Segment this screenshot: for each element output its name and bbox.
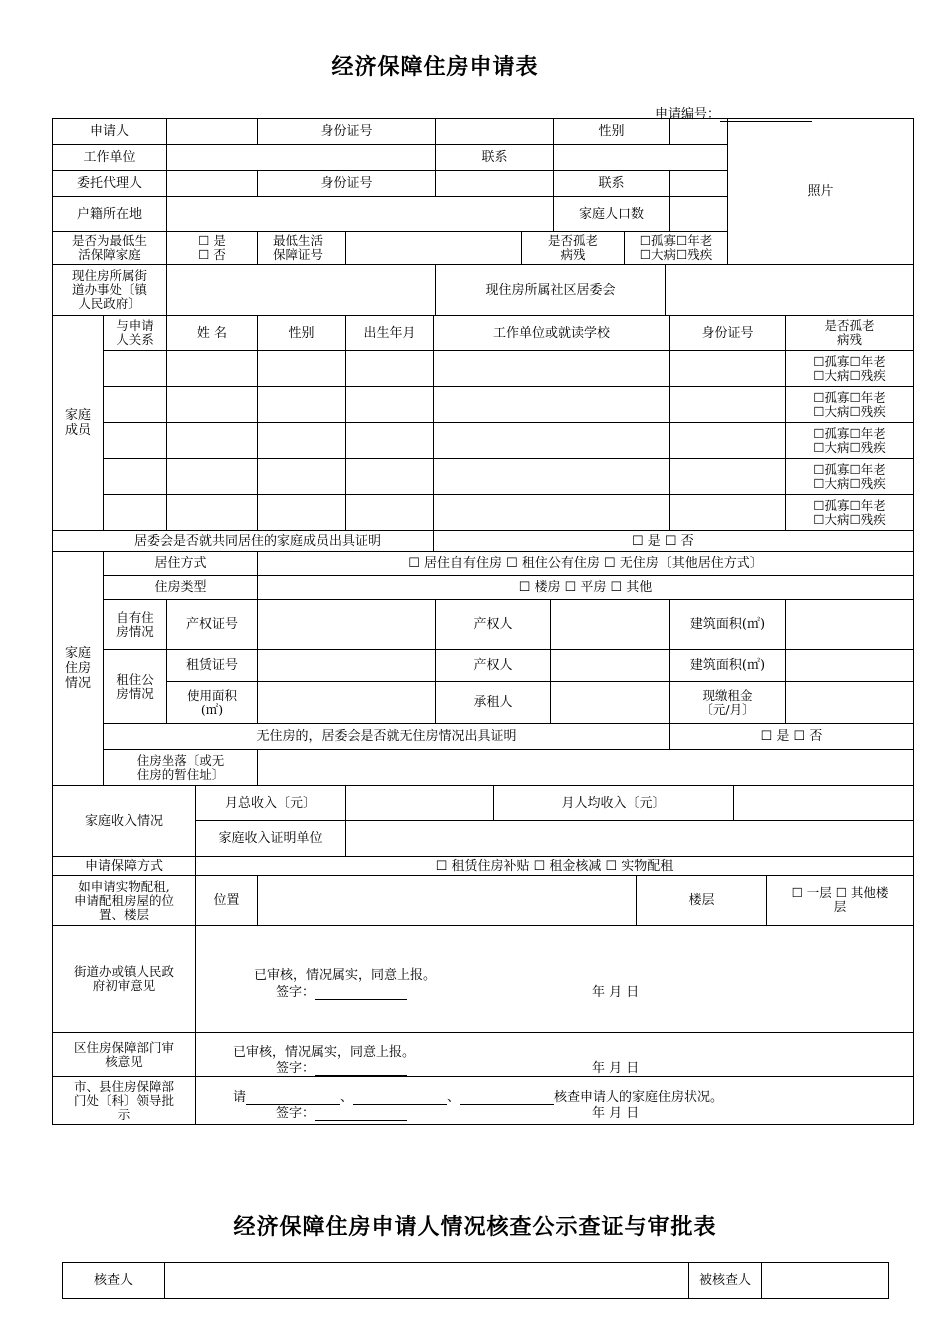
label-agent-contact: 联系 <box>554 171 670 197</box>
district-date[interactable]: 年 月 日 <box>592 1061 640 1076</box>
application-form <box>52 118 914 1125</box>
status-line2[interactable]: ☐大病☐残疾 <box>813 511 886 527</box>
field-income-cert[interactable] <box>346 821 914 857</box>
application-number-label: 申请编号： <box>655 107 721 122</box>
status-line2[interactable]: ☐大病☐残疾 <box>813 367 886 383</box>
field-owner[interactable] <box>551 600 670 650</box>
street-office-line1: 现住房所属街 <box>71 268 147 283</box>
field-id-no[interactable] <box>436 119 554 145</box>
orphan-options[interactable] <box>625 232 728 265</box>
label-min-cert <box>258 232 346 265</box>
field-property-cert[interactable] <box>258 600 436 650</box>
label-physical-rental <box>53 876 196 926</box>
label-property-cert: 产权证号 <box>167 600 258 650</box>
label-income: 家庭收入情况 <box>53 786 196 857</box>
label-agent-id: 身份证号 <box>258 171 436 197</box>
field-rent-owner[interactable] <box>551 650 670 682</box>
label-monthly-avg: 月人均收入〔元〕 <box>494 786 734 821</box>
label-no-house-cert: 无住房的，居委会是否就无住房情况出具证明 <box>104 724 670 750</box>
orphan-line2: 病残 <box>560 247 586 262</box>
header-id-no: 身份证号 <box>670 316 786 351</box>
please-label: 请 <box>233 1090 247 1105</box>
field-address[interactable] <box>258 750 914 786</box>
label-address <box>104 750 258 786</box>
sep-2: 、 <box>447 1090 461 1105</box>
label-build-area: 建筑面积(㎡) <box>670 600 786 650</box>
own-line1: 自有住 <box>116 609 154 625</box>
family-members-text: 家庭成员 <box>64 408 91 438</box>
floor-opts-line2: 层 <box>833 899 847 914</box>
member-work[interactable] <box>434 459 670 495</box>
label-family-members <box>53 316 104 531</box>
min-security-options[interactable] <box>167 232 258 265</box>
city-line3: 示 <box>117 1106 131 1122</box>
field-tenant[interactable] <box>551 682 670 724</box>
label-housing-type: 住房类型 <box>104 576 258 600</box>
member-relation[interactable] <box>104 459 167 495</box>
label-gender: 性别 <box>554 119 670 145</box>
label-use-area <box>167 682 258 724</box>
apply-mode-options[interactable]: ☐ 租赁住房补贴 ☐ 租金核减 ☐ 实物配租 <box>196 857 914 876</box>
floor-options[interactable] <box>767 876 914 926</box>
district-reviewed-text: 已审核，情况属实，同意上报。 <box>233 1045 416 1060</box>
is-min-line1: 是否为最低生 <box>71 233 147 248</box>
district-line2: 核意见 <box>105 1053 143 1069</box>
label-cohabit-cert: 居委会是否就共同居住的家庭成员出具证明 <box>53 531 434 552</box>
status-line1[interactable]: ☐孤寡☐年老 <box>813 461 886 477</box>
status-line1[interactable]: ☐孤寡☐年老 <box>813 389 886 405</box>
rent-line-b: 〔元/月〕 <box>700 701 755 717</box>
label-floor: 楼层 <box>637 876 767 926</box>
street-review-line2: 府初审意见 <box>92 978 156 993</box>
field-family-count[interactable] <box>670 197 728 232</box>
status-line2[interactable]: ☐大病☐残疾 <box>639 247 713 262</box>
relation-line2: 人关系 <box>116 332 154 347</box>
street-office-line3: 人民政府〕 <box>78 296 141 311</box>
member-relation[interactable] <box>104 387 167 423</box>
housing-type-options[interactable]: ☐ 楼房 ☐ 平房 ☐ 其他 <box>258 576 914 600</box>
sign-label: 签字： <box>276 1061 316 1076</box>
member-relation[interactable] <box>104 495 167 531</box>
label-id-no: 身份证号 <box>258 119 436 145</box>
field-gender[interactable] <box>670 119 728 145</box>
member-work[interactable] <box>434 423 670 459</box>
field-contact[interactable] <box>554 145 728 171</box>
orphan-line1: 是否孤老 <box>547 233 598 248</box>
sign-label: 签字： <box>276 1106 316 1121</box>
label-work-unit: 工作单位 <box>53 145 167 171</box>
street-review-line1: 街道办或镇人民政 <box>73 964 174 979</box>
min-no-checkbox[interactable]: ☐ 否 <box>198 247 226 262</box>
label-income-cert: 家庭收入证明单位 <box>196 821 346 857</box>
label-street-review <box>53 926 196 1033</box>
field-hukou[interactable] <box>167 197 554 232</box>
member-name[interactable] <box>167 387 258 423</box>
label-is-min-security <box>53 232 167 265</box>
header-birth: 出生年月 <box>346 316 434 351</box>
member-gender[interactable] <box>258 423 346 459</box>
signature-line[interactable] <box>315 987 407 1000</box>
label-checker: 核查人 <box>63 1263 165 1299</box>
member-birth[interactable] <box>346 387 434 423</box>
member-birth[interactable] <box>346 495 434 531</box>
orphan2-line1: 是否孤老 <box>824 318 875 333</box>
member-id[interactable] <box>670 351 786 387</box>
label-checked: 被核查人 <box>689 1263 762 1299</box>
district-line1: 区住房保障部门审 <box>73 1039 174 1055</box>
form2-title: 经济保障住房申请人情况核查公示查证与审批表 <box>233 1215 717 1240</box>
floor-opts-line1[interactable]: ☐ 一层 ☐ 其他楼 <box>791 885 889 900</box>
use-area-line2: (㎡) <box>200 701 224 717</box>
field-community[interactable] <box>666 265 914 316</box>
label-location: 位置 <box>196 876 258 926</box>
member-name[interactable] <box>167 423 258 459</box>
status-line1[interactable]: ☐孤寡☐年老 <box>813 425 886 441</box>
use-area-line1: 使用面积 <box>186 687 237 703</box>
sign-label: 签字： <box>276 985 316 1000</box>
member-gender[interactable] <box>258 387 346 423</box>
member-relation[interactable] <box>104 423 167 459</box>
physical-line1: 如申请实物配租, <box>78 878 170 894</box>
street-date[interactable]: 年 月 日 <box>592 985 640 1000</box>
label-rent-housing <box>104 650 167 724</box>
rent-line2: 房情况 <box>116 685 154 701</box>
label-monthly-total: 月总收入〔元〕 <box>196 786 346 821</box>
label-tenant: 承租人 <box>436 682 551 724</box>
member-gender[interactable] <box>258 351 346 387</box>
city-signature[interactable] <box>276 1102 407 1121</box>
label-applicant: 申请人 <box>53 119 167 145</box>
status-line1[interactable]: ☐孤寡☐年老 <box>813 497 886 513</box>
member-id[interactable] <box>670 387 786 423</box>
physical-line2: 申请配租房屋的位 <box>73 892 174 908</box>
own-line2: 房情况 <box>116 623 154 639</box>
member-gender[interactable] <box>258 495 346 531</box>
member-id[interactable] <box>670 459 786 495</box>
label-family-count: 家庭人口数 <box>554 197 670 232</box>
field-use-area[interactable] <box>258 682 436 724</box>
header-name: 姓 名 <box>167 316 258 351</box>
label-contact: 联系 <box>436 145 554 171</box>
field-agent-contact[interactable] <box>670 171 728 197</box>
physical-line3: 置、楼层 <box>98 906 149 922</box>
status-line2[interactable]: ☐大病☐残疾 <box>813 403 886 419</box>
member-id[interactable] <box>670 423 786 459</box>
member-status[interactable] <box>786 387 914 423</box>
street-signature[interactable] <box>276 981 407 1000</box>
member-status[interactable] <box>786 495 914 531</box>
is-min-line2: 活保障家庭 <box>78 247 141 262</box>
field-applicant[interactable] <box>167 119 258 145</box>
status-line2[interactable]: ☐大病☐残疾 <box>813 475 886 491</box>
min-yes-checkbox[interactable]: ☐ 是 <box>198 233 226 248</box>
residence-mode-options[interactable]: ☐ 居住自有住房 ☐ 租住公有住房 ☐ 无住房〔其他居住方式〕 <box>258 552 914 576</box>
housing-situation-text: 家庭住房情况 <box>64 646 91 691</box>
member-status[interactable] <box>786 459 914 495</box>
member-name[interactable] <box>167 495 258 531</box>
field-agent-id[interactable] <box>436 171 554 197</box>
relation-line1: 与申请 <box>116 318 154 333</box>
label-rent <box>670 682 786 724</box>
verify-text: 核查申请人的家庭住房状况。 <box>554 1090 724 1105</box>
member-work[interactable] <box>434 351 670 387</box>
member-id[interactable] <box>670 495 786 531</box>
field-street-office[interactable] <box>167 265 436 316</box>
field-min-cert[interactable] <box>346 232 522 265</box>
form-title: 经济保障住房申请表 <box>331 55 539 80</box>
photo-box[interactable]: 照片 <box>728 119 914 265</box>
label-housing-situation <box>53 552 104 786</box>
field-location[interactable] <box>258 876 637 926</box>
label-district-review <box>53 1033 196 1077</box>
cohabit-cert-options[interactable]: ☐ 是 ☐ 否 <box>434 531 914 552</box>
field-work-unit[interactable] <box>167 145 436 171</box>
field-checked[interactable] <box>762 1263 889 1299</box>
no-house-cert-options[interactable]: ☐ 是 ☐ 否 <box>670 724 914 750</box>
label-apply-mode: 申请保障方式 <box>53 857 196 876</box>
member-status[interactable] <box>786 423 914 459</box>
address-line2: 住房的暂住址〕 <box>136 766 225 782</box>
label-residence-mode: 居住方式 <box>104 552 258 576</box>
label-street-office <box>53 265 167 316</box>
label-lease-cert: 租赁证号 <box>167 650 258 682</box>
verification-table <box>62 1262 889 1299</box>
header-orphan <box>786 316 914 351</box>
city-line1: 市、县住房保障部 <box>73 1078 174 1094</box>
signature-line[interactable] <box>315 1108 407 1121</box>
member-gender[interactable] <box>258 459 346 495</box>
member-name[interactable] <box>167 459 258 495</box>
label-rent-owner: 产权人 <box>436 650 551 682</box>
member-relation[interactable] <box>104 351 167 387</box>
header-gender: 性别 <box>258 316 346 351</box>
field-checker[interactable] <box>165 1263 689 1299</box>
city-line2: 门处〔科〕领导批 <box>73 1092 174 1108</box>
signature-line[interactable] <box>315 1063 407 1076</box>
member-work[interactable] <box>434 495 670 531</box>
rent-line-a: 现缴租金 <box>702 687 753 703</box>
sep-1: 、 <box>340 1090 354 1105</box>
rent-line1: 租住公 <box>116 671 154 687</box>
label-rent-build-area: 建筑面积(㎡) <box>670 650 786 682</box>
field-agent[interactable] <box>167 171 258 197</box>
label-community: 现住房所属社区居委会 <box>436 265 666 316</box>
label-orphan <box>522 232 625 265</box>
label-city-approval <box>53 1077 196 1125</box>
label-agent: 委托代理人 <box>53 171 167 197</box>
field-lease-cert[interactable] <box>258 650 436 682</box>
status-line1[interactable]: ☐孤寡☐年老 <box>639 233 713 248</box>
header-work-school: 工作单位或就读学校 <box>434 316 670 351</box>
street-reviewed-text: 已审核，情况属实，同意上报。 <box>254 968 437 983</box>
min-cert-line2: 保障证号 <box>273 247 324 262</box>
status-line2[interactable]: ☐大病☐残疾 <box>813 439 886 455</box>
member-work[interactable] <box>434 387 670 423</box>
field-rent[interactable] <box>786 682 914 724</box>
member-birth[interactable] <box>346 459 434 495</box>
city-date[interactable]: 年 月 日 <box>592 1106 640 1121</box>
field-monthly-avg[interactable] <box>734 786 914 821</box>
member-name[interactable] <box>167 351 258 387</box>
header-relation <box>104 316 167 351</box>
address-line1: 住房坐落〔或无 <box>136 752 225 768</box>
field-rent-build-area[interactable] <box>786 650 914 682</box>
field-build-area[interactable] <box>786 600 914 650</box>
status-line1[interactable]: ☐孤寡☐年老 <box>813 353 886 369</box>
district-signature[interactable] <box>276 1057 407 1076</box>
member-status[interactable] <box>786 351 914 387</box>
member-birth[interactable] <box>346 423 434 459</box>
street-office-line2: 道办事处〔镇 <box>71 282 147 297</box>
field-monthly-total[interactable] <box>346 786 494 821</box>
label-own-housing <box>104 600 167 650</box>
label-hukou: 户籍所在地 <box>53 197 167 232</box>
label-owner: 产权人 <box>436 600 551 650</box>
blank-3[interactable] <box>460 1092 554 1105</box>
orphan2-line2: 病残 <box>836 332 862 347</box>
min-cert-line1: 最低生活 <box>273 233 324 248</box>
member-birth[interactable] <box>346 351 434 387</box>
